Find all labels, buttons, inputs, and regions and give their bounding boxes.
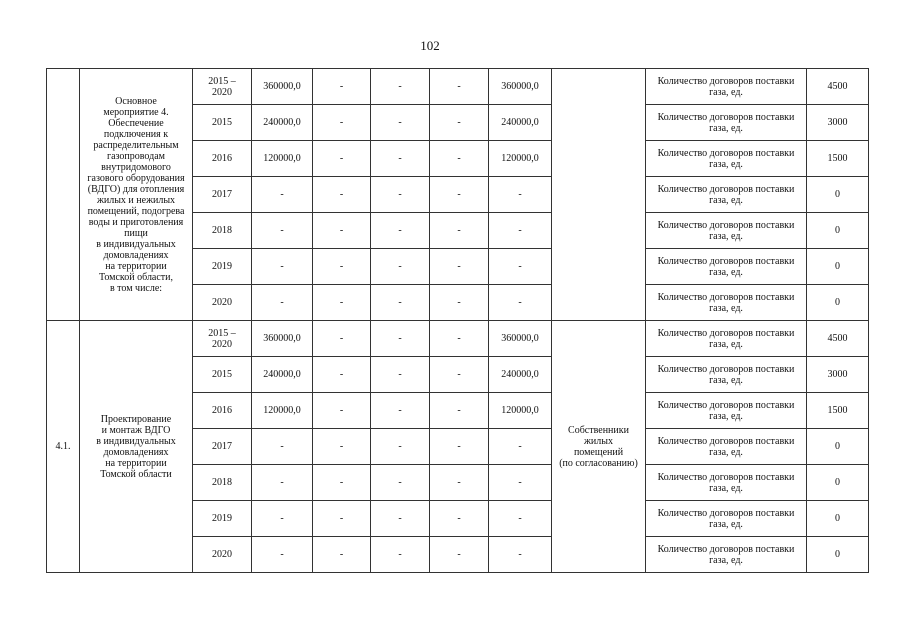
measure-name-line: распределительным (93, 139, 179, 151)
year-cell: 2019 (193, 501, 252, 537)
funding-cell-3: - (430, 501, 489, 537)
year-cell: 2018 (193, 213, 252, 249)
indicator-name-cell: Количество договоров поставки газа, ед. (646, 285, 807, 321)
year-cell: 2017 (193, 177, 252, 213)
funding-cell-1: - (313, 393, 371, 429)
funding-cell-4: - (489, 465, 552, 501)
indicator-name-cell: Количество договоров поставки газа, ед. (646, 249, 807, 285)
funding-cell-4: - (489, 285, 552, 321)
indicator-name-cell: Количество договоров поставки газа, ед. (646, 321, 807, 357)
funding-cell-2: - (371, 393, 430, 429)
indicator-value-cell: 0 (807, 285, 869, 321)
measure-name-line: подключения к (103, 128, 169, 140)
total-amount-cell: - (252, 429, 313, 465)
funding-cell-4: 120000,0 (489, 141, 552, 177)
funding-cell-2: - (371, 537, 430, 573)
year-cell: 2016 (193, 141, 252, 177)
funding-cell-1: - (313, 69, 371, 105)
funding-cell-1: - (313, 501, 371, 537)
funding-cell-4: - (489, 429, 552, 465)
funding-cell-4: 240000,0 (489, 357, 552, 393)
funding-cell-3: - (430, 69, 489, 105)
measure-name-line: воды и приготовления (88, 216, 184, 228)
measure-name-line: пищи (124, 227, 148, 239)
year-cell: 2020 (193, 537, 252, 573)
funding-cell-3: - (430, 105, 489, 141)
indicator-name-cell: Количество договоров поставки газа, ед. (646, 177, 807, 213)
table-row (47, 69, 869, 105)
year-cell: 2019 (193, 249, 252, 285)
year-cell: 2018 (193, 465, 252, 501)
funding-cell-4: - (489, 501, 552, 537)
indicator-value-cell: 0 (807, 249, 869, 285)
measure-name-line: домовладениях (103, 249, 169, 261)
funding-cell-4: - (489, 249, 552, 285)
funding-cell-3: - (430, 537, 489, 573)
funding-cell-1: - (313, 213, 371, 249)
total-amount-cell: 240000,0 (252, 105, 313, 141)
measure-name-line: на территории (105, 260, 167, 272)
funding-cell-1: - (313, 285, 371, 321)
measure-name-line: внутридомового (101, 161, 171, 173)
funding-cell-3: - (430, 357, 489, 393)
funding-cell-2: - (371, 429, 430, 465)
funding-cell-2: - (371, 69, 430, 105)
funding-cell-4: - (489, 177, 552, 213)
funding-cell-3: - (430, 285, 489, 321)
funding-cell-1: - (313, 105, 371, 141)
total-amount-cell: - (252, 285, 313, 321)
total-amount-cell: 120000,0 (252, 141, 313, 177)
indicator-name-cell: Количество договоров поставки газа, ед. (646, 393, 807, 429)
measure-name-line: в том числе: (109, 282, 163, 294)
program-table (46, 68, 869, 573)
total-amount-cell: - (252, 177, 313, 213)
measure-name-cell (80, 69, 193, 321)
funding-cell-2: - (371, 501, 430, 537)
indicator-name-cell: Количество договоров поставки газа, ед. (646, 465, 807, 501)
funding-cell-2: - (371, 141, 430, 177)
page-number: 102 (420, 38, 440, 53)
funding-cell-3: - (430, 141, 489, 177)
funding-cell-1: - (313, 321, 371, 357)
indicator-value-cell: 0 (807, 465, 869, 501)
indicator-value-cell: 4500 (807, 69, 869, 105)
funding-cell-4: 240000,0 (489, 105, 552, 141)
indicator-name-cell: Количество договоров поставки газа, ед. (646, 141, 807, 177)
indicator-value-cell: 3000 (807, 357, 869, 393)
funding-cell-2: - (371, 177, 430, 213)
year-cell: 2015 (193, 105, 252, 141)
funding-cell-4: - (489, 537, 552, 573)
funding-cell-1: - (313, 177, 371, 213)
funding-cell-1: - (313, 249, 371, 285)
total-amount-cell: - (252, 465, 313, 501)
funding-cell-4: 120000,0 (489, 393, 552, 429)
indicator-value-cell: 0 (807, 213, 869, 249)
indicator-name-cell: Количество договоров поставки газа, ед. (646, 429, 807, 465)
funding-cell-2: - (371, 249, 430, 285)
table-row (47, 321, 869, 357)
funding-cell-1: - (313, 357, 371, 393)
indicator-value-cell: 4500 (807, 321, 869, 357)
funding-cell-2: - (371, 357, 430, 393)
funding-cell-3: - (430, 393, 489, 429)
year-cell: 2015 – 2020 (193, 321, 252, 357)
funding-cell-3: - (430, 249, 489, 285)
executor-line: (по согласованию) (559, 457, 638, 469)
measure-name-line: Томской области (100, 468, 172, 480)
measure-name-line: жилых и нежилых (96, 194, 176, 206)
measure-name-line: (ВДГО) для отопления (87, 183, 185, 195)
funding-cell-2: - (371, 213, 430, 249)
funding-cell-4: 360000,0 (489, 69, 552, 105)
indicator-name-cell: Количество договоров поставки газа, ед. (646, 69, 807, 105)
measure-name-line: мероприятие 4. (103, 106, 169, 118)
total-amount-cell: 360000,0 (252, 321, 313, 357)
total-amount-cell: 120000,0 (252, 393, 313, 429)
indicator-value-cell: 0 (807, 429, 869, 465)
indicator-name-cell: Количество договоров поставки газа, ед. (646, 357, 807, 393)
section-number-cell: 4.1. (47, 321, 80, 573)
measure-name-line: газового оборудования (87, 172, 185, 184)
indicator-value-cell: 1500 (807, 393, 869, 429)
year-cell: 2020 (193, 285, 252, 321)
measure-name-cell (80, 321, 193, 573)
funding-cell-1: - (313, 429, 371, 465)
funding-cell-3: - (430, 465, 489, 501)
total-amount-cell: - (252, 501, 313, 537)
measure-name-line: помещений, подогрева (87, 205, 185, 217)
indicator-name-cell: Количество договоров поставки газа, ед. (646, 105, 807, 141)
executor-line: Собственники (568, 424, 629, 436)
executor-line: жилых (584, 435, 613, 447)
measure-name-line: в индивидуальных (96, 238, 176, 250)
total-amount-cell: - (252, 537, 313, 573)
total-amount-cell: - (252, 213, 313, 249)
total-amount-cell: - (252, 249, 313, 285)
funding-cell-4: - (489, 213, 552, 249)
indicator-value-cell: 1500 (807, 141, 869, 177)
funding-cell-3: - (430, 429, 489, 465)
total-amount-cell: 240000,0 (252, 357, 313, 393)
funding-cell-2: - (371, 285, 430, 321)
funding-cell-2: - (371, 105, 430, 141)
year-cell: 2015 – 2020 (193, 69, 252, 105)
funding-cell-2: - (371, 321, 430, 357)
measure-name-line: Основное (115, 95, 157, 107)
indicator-value-cell: 0 (807, 537, 869, 573)
measure-name-line: Обеспечение (108, 117, 164, 129)
executor-cell (552, 69, 646, 321)
funding-cell-3: - (430, 177, 489, 213)
measure-name-line: Проектирование (100, 413, 172, 425)
measure-name-line: домовладениях (103, 446, 169, 458)
funding-cell-1: - (313, 141, 371, 177)
indicator-value-cell: 0 (807, 177, 869, 213)
indicator-value-cell: 3000 (807, 105, 869, 141)
measure-name-line: и монтаж ВДГО (101, 424, 171, 436)
funding-cell-2: - (371, 465, 430, 501)
funding-cell-3: - (430, 321, 489, 357)
indicator-name-cell: Количество договоров поставки газа, ед. (646, 501, 807, 537)
executor-cell (552, 321, 646, 573)
indicator-name-cell: Количество договоров поставки газа, ед. (646, 213, 807, 249)
total-amount-cell: 360000,0 (252, 69, 313, 105)
year-cell: 2015 (193, 357, 252, 393)
measure-name-line: на территории (105, 457, 167, 469)
measure-name-line: газопроводам (106, 150, 165, 162)
measure-name-line: Томской области, (98, 271, 174, 283)
year-cell: 2017 (193, 429, 252, 465)
funding-cell-4: 360000,0 (489, 321, 552, 357)
section-number-cell (47, 69, 80, 321)
measure-name-line: в индивидуальных (96, 435, 176, 447)
executor-line: помещений (573, 446, 624, 458)
funding-cell-1: - (313, 537, 371, 573)
funding-cell-1: - (313, 465, 371, 501)
indicator-value-cell: 0 (807, 501, 869, 537)
year-cell: 2016 (193, 393, 252, 429)
funding-cell-3: - (430, 213, 489, 249)
indicator-name-cell: Количество договоров поставки газа, ед. (646, 537, 807, 573)
